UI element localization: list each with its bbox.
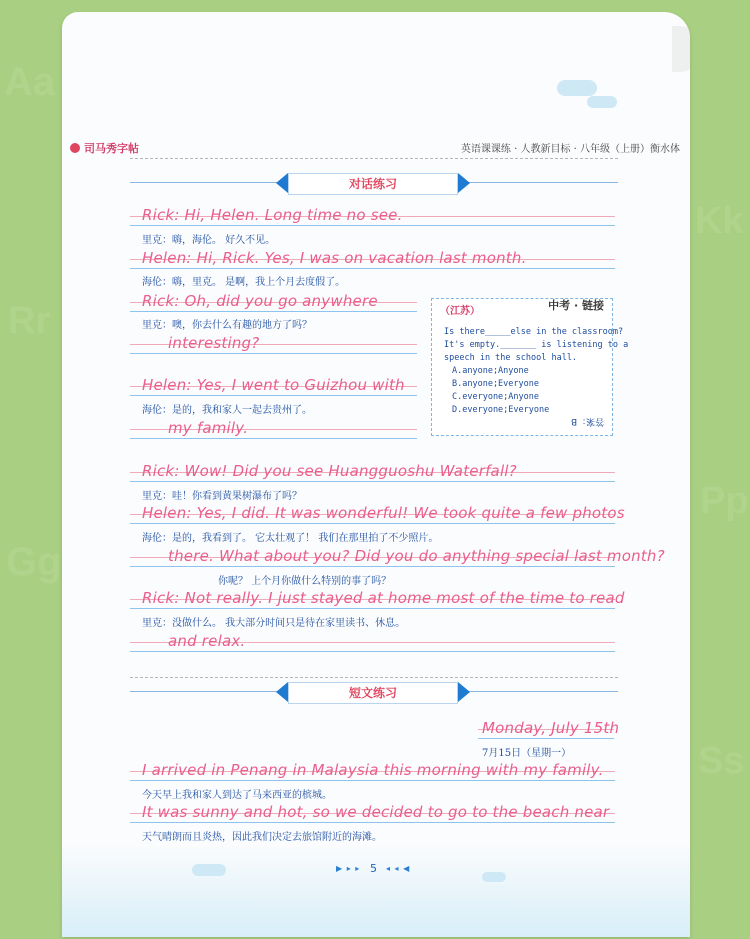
dialogue-line-chinese: 里克：哇！你看到黄果树瀑布了吗？ [142, 491, 302, 502]
section-divider [130, 677, 618, 679]
header-divider [130, 158, 618, 160]
exam-option: B.anyone;Everyone [452, 379, 539, 389]
passage-line-english: It was sunny and hot, so we decided to go to the beach near [142, 803, 610, 821]
background-letters: Aa [4, 60, 56, 104]
exam-answer-inverted: 答案：B [570, 416, 604, 426]
dialogue-line-english: my family. [168, 419, 249, 437]
dialogue-line-english: Helen: Hi, Rick. Yes, I was on vacation last month. [142, 249, 527, 267]
section-title: 短文练习 [288, 682, 458, 704]
dialogue-line-english: Rick: Wow! Did you see Huangguoshu Waterfall? [142, 462, 517, 480]
dialogue-line-english: interesting? [168, 334, 260, 352]
cloud-decoration [557, 80, 597, 96]
exam-option: A.anyone;Anyone [452, 366, 529, 376]
brand-name: 司马秀字帖 [84, 142, 139, 155]
cloud-decoration [192, 864, 226, 876]
date-english: Monday, July 15th [482, 719, 620, 737]
section-title: 对话练习 [288, 173, 458, 195]
section-banner-dialogue [130, 173, 618, 193]
cloud-decoration [482, 872, 506, 882]
date-chinese: 7月15日（星期一） [482, 748, 572, 759]
arrow-right-icon [458, 682, 470, 702]
background-letters: Gg [6, 540, 62, 584]
dialogue-line-chinese: 海伦：是的，我看到了。 它太壮观了！ 我们在那里拍了不少照片。 [142, 533, 439, 544]
exam-region-tag: （江苏） [440, 306, 480, 317]
cloud-decoration [587, 96, 617, 108]
exam-option: C.everyone;Anyone [452, 392, 539, 402]
dialogue-line-english: Rick: Oh, did you go anywhere [142, 292, 378, 310]
dialogue-line-chinese: 里克：噢，你去什么有趣的地方了吗？ [142, 320, 312, 331]
passage-line-english: I arrived in Penang in Malaysia this morning with my family. [142, 761, 604, 779]
exam-question: speech in the school hall. [444, 353, 578, 363]
dialogue-line-chinese: 海伦：是的，我和家人一起去贵州了。 [142, 405, 312, 416]
arrow-left-icon [276, 682, 288, 702]
dialogue-line-english: and relax. [168, 632, 246, 650]
dialogue-line-english: Rick: Not really. I just stayed at home most of the time to read [142, 589, 625, 607]
passage-line-chinese: 今天早上我和家人到达了马来西亚的槟城。 [142, 790, 332, 801]
exam-link-box [431, 298, 629, 436]
page-curl [672, 26, 690, 72]
series-title: 英语课课练 · 人教新目标 · 八年级（上册）衡水体 [460, 144, 680, 155]
arrow-left-icon [276, 173, 288, 193]
exam-question: It's empty._______ is listening to a [444, 340, 629, 350]
section-banner-short-text [130, 682, 618, 702]
background-letters: Pp [700, 480, 749, 522]
passage-line-chinese: 天气晴朗而且炎热，因此我们决定去旅馆附近的海滩。 [142, 832, 382, 843]
page-arrows-right-icon: ◂ ◂ ◀ [386, 864, 411, 873]
dialogue-line-english: Helen: Yes, I did. It was wonderful! We took quite a few photos [142, 504, 625, 522]
dialogue-line-chinese: 你呢？ 上个月你做什么特别的事了吗？ [218, 576, 392, 587]
dialogue-line-chinese: 里克：没做什么。 我大部分时间只是待在家里读书、休息。 [142, 618, 406, 629]
page-arrows-left-icon: ▶ ▸ ▸ [336, 864, 361, 873]
dialogue-line-chinese: 里克：嗨，海伦。 好久不见。 [142, 235, 276, 246]
brand-logo [70, 140, 139, 156]
exam-option: D.everyone;Everyone [452, 405, 550, 415]
sky-decoration [62, 842, 690, 937]
arrow-right-icon [458, 173, 470, 193]
exam-question: Is there_____else in the classroom? [444, 327, 624, 337]
background-letters: Rr [8, 300, 51, 342]
background-letters: Kk [695, 200, 744, 242]
dialogue-line-chinese: 海伦：嗨，里克。 是啊，我上个月去度假了。 [142, 277, 346, 288]
page-number: 5 [370, 862, 377, 875]
dialogue-line-english: Rick: Hi, Helen. Long time no see. [142, 206, 403, 224]
dialogue-line-english: there. What about you? Did you do anything special last month? [168, 547, 665, 565]
exam-box-title: 中考 · 链接 [548, 299, 604, 312]
dialogue-line-english: Helen: Yes, I went to Guizhou with [142, 376, 405, 394]
background-letters: Ss [698, 740, 745, 782]
logo-icon [70, 143, 80, 153]
